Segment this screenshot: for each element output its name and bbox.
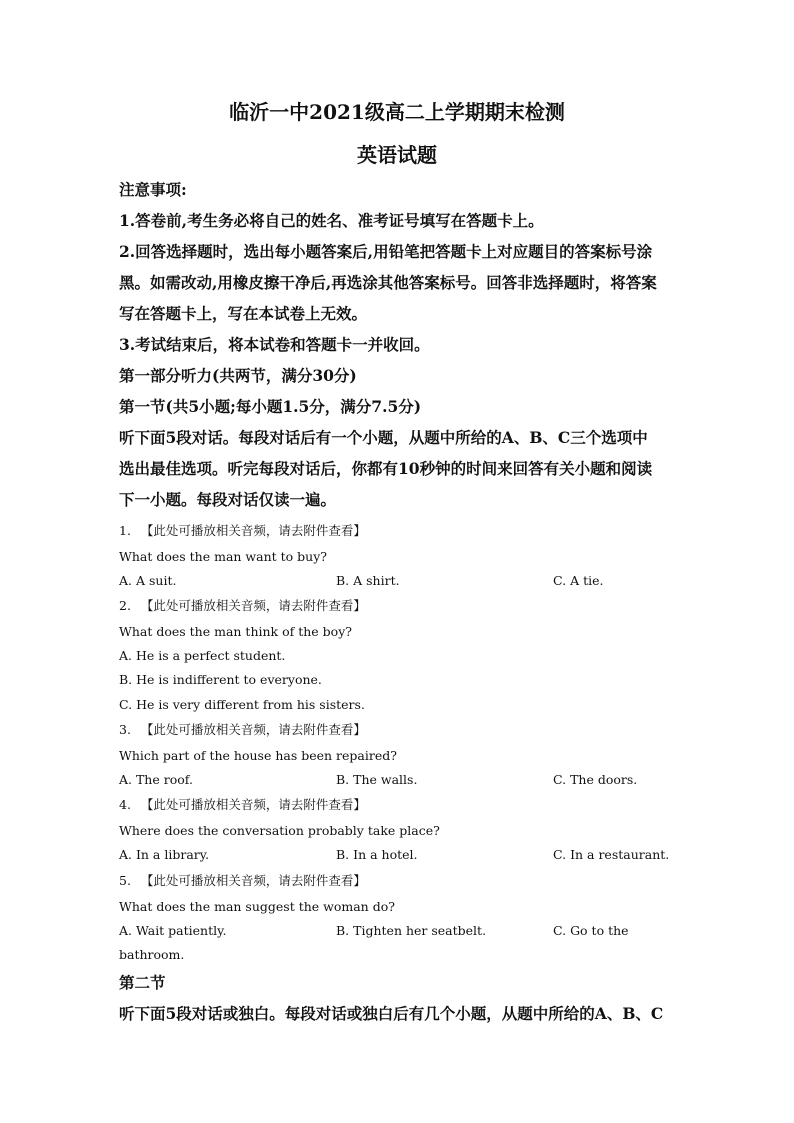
question-number: 4. <box>119 797 131 812</box>
exam-title: 临沂一中2021级高二上学期期末检测 <box>229 100 565 124</box>
question-4-stem: Where does the conversation probably take place? <box>119 823 440 838</box>
question-2-stem: What does the man think of the boy? <box>119 624 352 639</box>
section2-heading: 第二节 <box>119 973 166 992</box>
section2-instruction: 听下面5段对话或独白。每段对话或独白后有几个小题，从题中所给的A、B、C <box>119 1004 664 1023</box>
question-1-option-c: C. A tie. <box>553 573 604 588</box>
question-2-option-b: B. He is indifferent to everyone. <box>119 672 322 687</box>
section1-instruction-3: 下一小题。每段对话仅读一遍。 <box>119 490 337 509</box>
question-5-option-b: B. Tighten her seatbelt. <box>336 923 487 938</box>
question-3-option-a: A. The roof. <box>119 772 193 787</box>
section1-instruction-2: 选出最佳选项。听完每段对话后，你都有10秒钟的时间来回答有关小题和阅读 <box>119 459 653 478</box>
audio-placeholder[interactable]: 【此处可播放相关音频，请去附件查看】 <box>140 598 366 613</box>
section1-instruction-1: 听下面5段对话。每段对话后有一个小题，从题中所给的A、B、C三个选项中 <box>119 428 648 447</box>
question-1-audio[interactable] <box>119 523 689 539</box>
notice-line-4: 写在答题卡上，写在本试卷上无效。 <box>119 304 368 323</box>
question-5-stem: What does the man suggest the woman do? <box>119 899 395 914</box>
question-1-option-a: A. A suit. <box>119 573 177 588</box>
audio-placeholder[interactable]: 【此处可播放相关音频，请去附件查看】 <box>140 523 366 538</box>
notice-line-2: 2.回答选择题时，选出每小题答案后,用铅笔把答题卡上对应题目的答案标号涂 <box>119 242 653 261</box>
notice-heading: 注意事项: <box>119 180 187 199</box>
question-5-audio[interactable] <box>119 873 689 889</box>
audio-placeholder[interactable]: 【此处可播放相关音频，请去附件查看】 <box>140 797 366 812</box>
audio-placeholder[interactable]: 【此处可播放相关音频，请去附件查看】 <box>140 722 366 737</box>
question-5-option-a: A. Wait patiently. <box>119 923 227 938</box>
question-4-option-a: A. In a library. <box>119 847 210 862</box>
question-1-stem: What does the man want to buy? <box>119 549 327 564</box>
notice-line-1: 1.答卷前,考生务必将自己的姓名、准考证号填写在答题卡上。 <box>119 211 544 230</box>
question-1-option-b: B. A shirt. <box>336 573 400 588</box>
question-3-stem: Which part of the house has been repaired? <box>119 748 397 763</box>
audio-placeholder[interactable]: 【此处可播放相关音频，请去附件查看】 <box>140 873 366 888</box>
question-5-option-c-continued: bathroom. <box>119 947 185 962</box>
question-2-option-c: C. He is very different from his sisters. <box>119 697 365 712</box>
question-4-option-c: C. In a restaurant. <box>553 847 670 862</box>
question-number: 5. <box>119 873 131 888</box>
notice-line-3: 黑。如需改动,用橡皮擦干净后,再选涂其他答案标号。回答非选择题时，将答案 <box>119 273 657 292</box>
section1-heading: 第一节(共5小题;每小题1.5分，满分7.5分) <box>119 397 422 416</box>
question-2-option-a: A. He is a perfect student. <box>119 648 286 663</box>
question-3-option-b: B. The walls. <box>336 772 418 787</box>
question-5-option-c: C. Go to the <box>553 923 629 938</box>
question-4-option-b: B. In a hotel. <box>336 847 418 862</box>
question-3-option-c: C. The doors. <box>553 772 638 787</box>
question-2-audio[interactable] <box>119 598 689 614</box>
exam-subtitle: 英语试题 <box>357 143 437 167</box>
question-3-audio[interactable] <box>119 722 689 738</box>
question-4-audio[interactable] <box>119 797 689 813</box>
question-number: 2. <box>119 598 131 613</box>
notice-line-5: 3.考试结束后，将本试卷和答题卡一并收回。 <box>119 335 430 354</box>
part1-heading: 第一部分听力(共两节，满分30分) <box>119 366 357 385</box>
question-number: 3. <box>119 722 131 737</box>
question-number: 1. <box>119 523 131 538</box>
